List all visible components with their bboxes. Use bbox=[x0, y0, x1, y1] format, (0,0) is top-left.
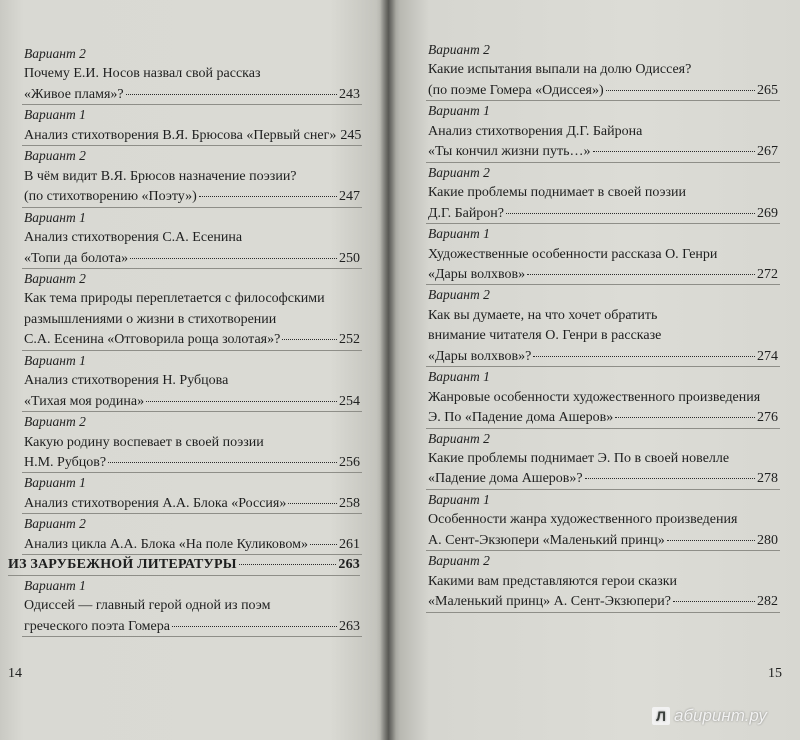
entry-title: «Топи да болота» bbox=[24, 250, 129, 266]
entry-divider bbox=[22, 513, 362, 514]
section-divider bbox=[8, 575, 360, 576]
entry-divider bbox=[22, 472, 362, 473]
entry-title: Н.М. Рубцов? bbox=[24, 455, 107, 470]
dot-leader bbox=[527, 274, 755, 275]
entry-title: (по стихотворению «Поэту») bbox=[24, 189, 197, 205]
entry-title-line: Как тема природы переплетается с философскими bbox=[24, 291, 325, 307]
dot-leader bbox=[585, 478, 755, 479]
variant-label: Вариант 1 bbox=[428, 226, 490, 242]
dot-leader bbox=[673, 601, 755, 602]
toc-entry-row bbox=[428, 471, 778, 487]
entry-title: С.А. Есенина «Отговорила роща золотая»? bbox=[24, 332, 281, 348]
toc-entry-row bbox=[428, 349, 778, 365]
entry-divider bbox=[22, 411, 362, 412]
entry-title: А. Сент-Экзюпери «Маленький принц» bbox=[428, 532, 665, 548]
variant-label: Вариант 1 bbox=[428, 103, 490, 119]
variant-label: Вариант 1 bbox=[428, 491, 490, 507]
entry-title-line: Художественные особенности рассказа О. Генри bbox=[428, 246, 718, 262]
entry-title-line: Почему Е.И. Носов назвал свой рассказ bbox=[24, 66, 261, 82]
variant-label: Вариант 2 bbox=[24, 46, 86, 61]
entry-page-number: 250 bbox=[339, 250, 360, 266]
dot-leader bbox=[146, 401, 337, 402]
entry-divider bbox=[22, 636, 362, 637]
dot-leader bbox=[282, 339, 337, 340]
entry-title-line: Как вы думаете, на что хочет обратить bbox=[428, 307, 658, 323]
entry-page-number: 269 bbox=[757, 205, 778, 221]
entry-title-line: В чём видит В.Я. Брюсов назначение поэзии? bbox=[24, 168, 297, 184]
entry-page-number: 272 bbox=[757, 266, 778, 282]
toc-entry-row bbox=[428, 410, 778, 426]
dot-leader bbox=[108, 462, 337, 463]
dot-leader bbox=[533, 356, 755, 357]
dot-leader bbox=[239, 564, 337, 565]
variant-label: Вариант 1 bbox=[428, 369, 490, 385]
dot-leader bbox=[172, 626, 337, 627]
toc-entry-row bbox=[428, 144, 778, 160]
toc-entry-row bbox=[428, 267, 778, 283]
entry-title: Э. По «Падение дома Ашеров» bbox=[428, 410, 614, 426]
watermark-text: абиринт.ру bbox=[674, 706, 767, 725]
dot-leader bbox=[506, 213, 755, 214]
variant-label: Вариант 2 bbox=[24, 516, 86, 532]
dot-leader bbox=[667, 540, 755, 541]
entry-divider bbox=[22, 207, 362, 208]
entry-page-number: 245 bbox=[340, 127, 362, 143]
left-page-number: 14 bbox=[8, 666, 22, 681]
entry-divider bbox=[22, 145, 362, 146]
variant-label: Вариант 2 bbox=[24, 414, 86, 430]
entry-title-line: Одиссей — главный герой одной из поэм bbox=[24, 598, 271, 614]
entry-title-line: Какими вам представляются герои сказки bbox=[428, 573, 678, 589]
entry-divider bbox=[426, 550, 780, 551]
entry-divider bbox=[22, 350, 362, 351]
variant-label: Вариант 2 bbox=[24, 270, 86, 286]
entry-divider bbox=[426, 284, 780, 285]
entry-title-line: Анализ стихотворения Д.Г. Байрона bbox=[428, 123, 643, 139]
variant-label: Вариант 2 bbox=[428, 553, 490, 569]
toc-entry-row bbox=[428, 533, 778, 549]
entry-title: (по поэме Гомера «Одиссея») bbox=[428, 82, 604, 98]
toc-entry-row bbox=[428, 206, 778, 222]
variant-label: Вариант 2 bbox=[428, 430, 490, 446]
dot-leader bbox=[606, 90, 755, 91]
dot-leader bbox=[130, 258, 337, 259]
entry-title: Анализ стихотворения А.А. Блока «Россия» bbox=[24, 495, 287, 511]
entry-title: «Маленький принц» А. Сент-Экзюпери? bbox=[428, 594, 671, 610]
variant-label: Вариант 2 bbox=[24, 148, 86, 164]
entry-title-line: Анализ стихотворения Н. Рубцова bbox=[24, 373, 229, 389]
entry-page-number: 247 bbox=[339, 189, 360, 205]
entry-title-line: Какую родину воспевает в своей поэзии bbox=[24, 434, 264, 450]
toc-entry-row bbox=[428, 594, 778, 610]
entry-title: «Живое пламя»? bbox=[24, 86, 124, 102]
dot-leader bbox=[199, 196, 337, 197]
entry-page-number: 276 bbox=[757, 410, 778, 426]
entry-page-number: 278 bbox=[757, 471, 778, 487]
entry-divider bbox=[426, 366, 780, 367]
toc-entry-row bbox=[24, 128, 360, 144]
entry-page-number: 254 bbox=[339, 393, 360, 409]
right-page bbox=[388, 0, 800, 740]
toc-entry-row bbox=[24, 87, 360, 103]
entry-title-line: Особенности жанра художественного произведения bbox=[428, 512, 738, 528]
entry-page-number: 280 bbox=[757, 532, 778, 548]
variant-label: Вариант 1 bbox=[24, 107, 86, 123]
entry-title-line: Анализ стихотворения С.А. Есенина bbox=[24, 230, 243, 246]
dot-leader bbox=[126, 94, 337, 95]
toc-entry-row bbox=[428, 83, 778, 99]
entry-divider bbox=[22, 268, 362, 269]
dot-leader bbox=[310, 544, 337, 545]
entry-title: Анализ цикла А.А. Блока «На поле Куликовом» bbox=[24, 536, 308, 552]
entry-page-number: 243 bbox=[339, 86, 360, 102]
variant-label: Вариант 2 bbox=[428, 287, 490, 303]
entry-page-number: 256 bbox=[339, 455, 360, 470]
entry-page-number: 267 bbox=[757, 144, 778, 160]
entry-title: «Дары волхвов»? bbox=[428, 348, 532, 364]
right-page-number: 15 bbox=[768, 666, 782, 681]
toc-entry-row bbox=[24, 455, 360, 471]
toc-entry-row bbox=[24, 537, 360, 553]
left-page bbox=[0, 0, 388, 740]
section-page-number: 263 bbox=[338, 557, 360, 573]
variant-label: Вариант 1 bbox=[24, 475, 86, 491]
section-heading bbox=[8, 557, 360, 573]
entry-title-line: Жанровые особенности художественного произведения bbox=[428, 389, 761, 405]
toc-entry-row bbox=[24, 619, 360, 635]
entry-title: «Тихая моя родина» bbox=[24, 393, 145, 409]
toc-entry-row bbox=[24, 496, 360, 512]
watermark bbox=[652, 706, 767, 726]
dot-leader bbox=[615, 417, 755, 418]
entry-page-number: 282 bbox=[757, 594, 778, 610]
entry-divider bbox=[426, 428, 780, 429]
entry-title-line: Какие проблемы поднимает Э. По в своей новелле bbox=[428, 451, 730, 466]
entry-divider bbox=[426, 162, 780, 163]
entry-title: греческого поэта Гомера bbox=[24, 618, 170, 634]
dot-leader bbox=[593, 151, 755, 152]
variant-label: Вариант 1 bbox=[24, 352, 86, 368]
entry-title: «Ты кончил жизни путь…» bbox=[428, 144, 591, 160]
entry-divider bbox=[426, 223, 780, 224]
entry-divider bbox=[22, 104, 362, 105]
entry-divider bbox=[22, 554, 362, 555]
book-spine bbox=[380, 0, 396, 740]
entry-title: «Дары волхвов» bbox=[428, 266, 526, 282]
toc-entry-row bbox=[24, 251, 360, 267]
toc-entry-row bbox=[24, 332, 360, 348]
entry-page-number: 261 bbox=[339, 536, 360, 552]
entry-title-line: Какие проблемы поднимает в своей поэзии bbox=[428, 185, 687, 201]
entry-page-number: 258 bbox=[339, 495, 360, 511]
entry-title: Анализ стихотворения В.Я. Брюсова «Первый снег» bbox=[24, 127, 337, 143]
variant-label: Вариант 2 bbox=[428, 42, 490, 57]
entry-title-line: внимание читателя О. Генри в рассказе bbox=[428, 328, 662, 344]
dot-leader bbox=[288, 503, 337, 504]
labirint-logo-icon: Л bbox=[652, 707, 670, 725]
variant-label: Вариант 1 bbox=[24, 209, 86, 225]
entry-page-number: 252 bbox=[339, 332, 360, 348]
entry-page-number: 274 bbox=[757, 348, 778, 364]
entry-title: Д.Г. Байрон? bbox=[428, 205, 505, 221]
entry-divider bbox=[426, 100, 780, 101]
entry-title-line: размышлениями о жизни в стихотворении bbox=[24, 311, 277, 327]
variant-label: Вариант 2 bbox=[428, 164, 490, 180]
entry-divider bbox=[426, 489, 780, 490]
entry-page-number: 265 bbox=[757, 82, 778, 98]
entry-page-number: 263 bbox=[339, 618, 360, 634]
variant-label: Вариант 1 bbox=[24, 577, 86, 593]
toc-entry-row bbox=[24, 394, 360, 410]
section-title: ИЗ ЗАРУБЕЖНОЙ ЛИТЕРАТУРЫ bbox=[8, 557, 237, 573]
toc-entry-row bbox=[24, 189, 360, 205]
entry-title: «Падение дома Ашеров»? bbox=[428, 471, 583, 487]
entry-divider bbox=[426, 612, 780, 613]
entry-title-line: Какие испытания выпали на долю Одиссея? bbox=[428, 62, 692, 78]
